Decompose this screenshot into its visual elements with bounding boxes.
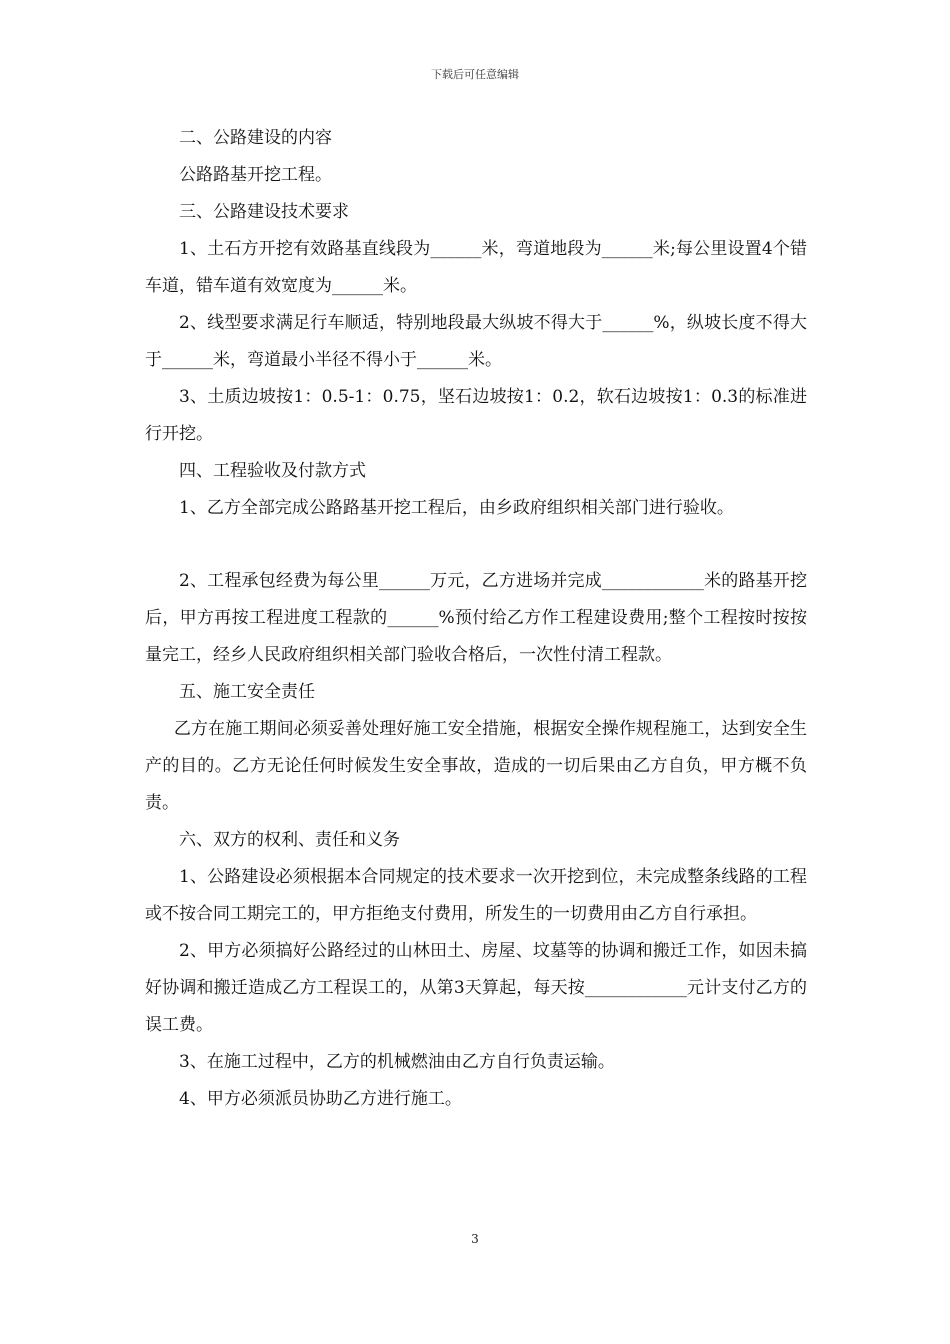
section-heading-4: 四、工程验收及付款方式 [179, 461, 366, 481]
paragraph: 2、线型要求满足行车顺适，特别地段最大纵坡不得大于______%，纵坡长度不得大于______米，弯道最小半径不得小于______米。 [145, 313, 807, 370]
paragraph: 3、土质边坡按1：0.5-1：0.75，坚石边坡按1：0.2，软石边坡按1：0.3的标准进行开挖。 [145, 387, 807, 444]
page-header-note: 下载后可任意编辑 [431, 68, 519, 81]
paragraph: 乙方在施工期间必须妥善处理好施工安全措施，根据安全操作规程施工，达到安全生产的目的。乙方无论任何时候发生安全事故，造成的一切后果由乙方自负，甲方概不负责。 [145, 719, 807, 813]
page-number: 3 [471, 1232, 479, 1246]
paragraph: 3、在施工过程中，乙方的机械燃油由乙方自行负责运输。 [179, 1052, 615, 1072]
section-heading-2: 二、公路建设的内容 [179, 128, 332, 148]
paragraph: 4、甲方必须派员协助乙方进行施工。 [179, 1089, 462, 1109]
document-body [145, 120, 807, 1118]
paragraph: 2、甲方必须搞好公路经过的山林田土、房屋、坟墓等的协调和搬迁工作，如因未搞好协调和搬迁造成乙方工程误工的，从第3天算起，每天按____________元计支付乙方的误工费。 [145, 941, 807, 1035]
section-heading-5: 五、施工安全责任 [179, 682, 315, 702]
paragraph: 1、公路建设必须根据本合同规定的技术要求一次开挖到位，未完成整条线路的工程或不按合同工期完工的，甲方拒绝支付费用，所发生的一切费用由乙方自行承担。 [145, 867, 807, 924]
paragraph: 1、乙方全部完成公路路基开挖工程后，由乡政府组织相关部门进行验收。 [179, 498, 734, 518]
paragraph: 1、土石方开挖有效路基直线段为______米，弯道地段为______米;每公里设置4个错车道，错车道有效宽度为______米。 [145, 239, 807, 296]
paragraph: 公路路基开挖工程。 [179, 165, 332, 185]
section-heading-3: 三、公路建设技术要求 [179, 202, 349, 222]
section-heading-6: 六、双方的权利、责任和义务 [179, 830, 400, 850]
paragraph: 2、工程承包经费为每公里______万元，乙方进场并完成____________米的路基开挖后，甲方再按工程进度工程款的______%预付给乙方作工程建设费用;整个工程按时按按量完工，经乡人民政府组织相关部门验收合格后，一次性付清工程款。 [145, 571, 807, 665]
